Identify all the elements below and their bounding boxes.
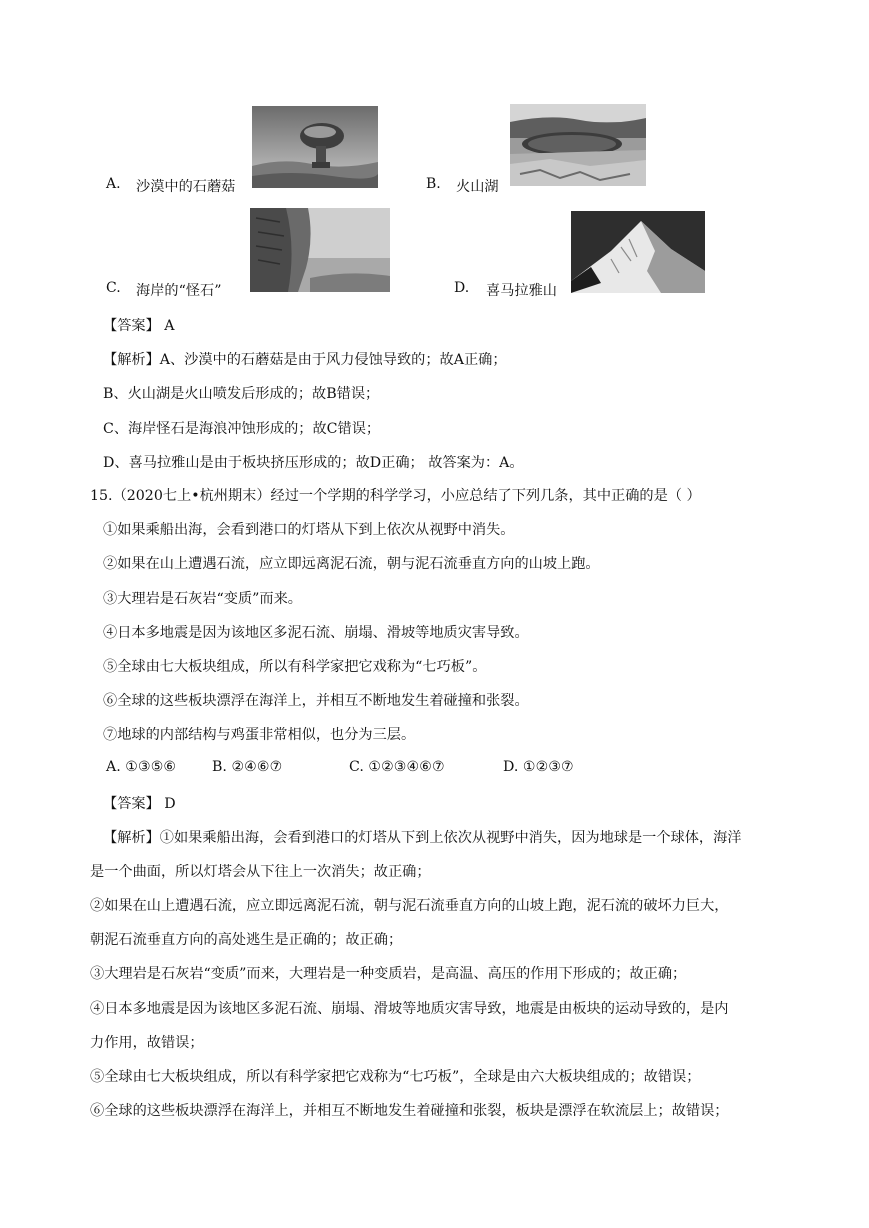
q15-analysis-line-2: 是一个曲面，所以灯塔会从下往上一次消失；故正确；	[90, 864, 431, 880]
option-b-text: 火山湖	[456, 179, 499, 195]
option-a-text: 沙漠中的石蘑菇	[136, 179, 236, 195]
coastal-rock-arch-photo	[250, 208, 390, 292]
himalaya-mountain-photo	[571, 211, 705, 293]
q15-choice-d: D. ①②③⑦	[503, 759, 574, 775]
q15-analysis-line-9: ⑥全球的这些板块漂浮在海洋上，并相互不断地发生着碰撞和张裂，板块是漂浮在软流层上；故错误；	[90, 1103, 729, 1119]
q14-analysis-line-3: C、海岸怪石是海浪冲蚀形成的；故C错误；	[103, 421, 381, 437]
q15-analysis-line-4: 朝泥石流垂直方向的高处逃生是正确的；故正确；	[90, 932, 403, 948]
q15-statement-7: ⑦地球的内部结构与鸡蛋非常相似，也分为三层。	[103, 727, 416, 743]
q15-stem: 15.（2020七上•杭州期末）经过一个学期的科学学习，小应总结了下列几条，其中正确的是（ ）	[90, 488, 701, 504]
q15-statement-2: ②如果在山上遭遇石流，应立即远离泥石流，朝与泥石流垂直方向的山坡上跑。	[103, 556, 600, 572]
q14-analysis-line-4: D、喜马拉雅山是由于板块挤压形成的；故D正确； 故答案为：A。	[103, 455, 524, 471]
q15-statement-3: ③大理岩是石灰岩“变质”而来。	[103, 591, 302, 607]
q14-answer: 【答案】 A	[103, 318, 175, 334]
q15-statement-5: ⑤全球由七大板块组成，所以有科学家把它戏称为“七巧板”。	[103, 659, 487, 675]
option-c-letter: C.	[106, 280, 121, 296]
option-d-letter: D.	[454, 280, 470, 296]
option-a-letter: A.	[106, 176, 121, 192]
q15-statement-6: ⑥全球的这些板块漂浮在海洋上，并相互不断地发生着碰撞和张裂。	[103, 693, 529, 709]
option-b-letter: B.	[426, 176, 441, 192]
q15-analysis-line-8: ⑤全球由七大板块组成，所以有科学家把它戏称为“七巧板”，全球是由六大板块组成的；故错误；	[90, 1069, 701, 1085]
q15-analysis-line-3: ②如果在山上遭遇石流，应立即远离泥石流，朝与泥石流垂直方向的山坡上跑，泥石流的破坏力巨大，	[90, 898, 729, 914]
q15-choice-c: C. ①②③④⑥⑦	[349, 759, 445, 775]
option-c-text: 海岸的“怪石”	[136, 283, 222, 299]
q15-analysis-line-1: 【解析】①如果乘船出海，会看到港口的灯塔从下到上依次从视野中消失，因为地球是一个球体，海洋	[103, 830, 742, 846]
q14-analysis-line-2: B、火山湖是火山喷发后形成的；故B错误；	[103, 386, 380, 402]
q15-choice-a: A. ①③⑤⑥	[106, 759, 177, 775]
q15-analysis-line-6: ④日本多地震是因为该地区多泥石流、崩塌、滑坡等地质灾害导致，地震是由板块的运动导致的，是内	[90, 1001, 729, 1017]
q15-choice-b: B. ②④⑥⑦	[212, 759, 283, 775]
mushroom-rock-desert-photo	[252, 106, 378, 188]
q14-analysis-line-1: 【解析】A、沙漠中的石蘑菇是由于风力侵蚀导致的；故A正确；	[103, 352, 507, 368]
option-d-text: 喜马拉雅山	[486, 283, 557, 299]
q15-answer: 【答案】 D	[103, 796, 176, 812]
q15-analysis-line-5: ③大理岩是石灰岩“变质”而来，大理岩是一种变质岩，是高温、高压的作用下形成的；故正确；	[90, 966, 687, 982]
q15-statement-4: ④日本多地震是因为该地区多泥石流、崩塌、滑坡等地质灾害导致。	[103, 625, 529, 641]
q15-analysis-line-7: 力作用，故错误；	[90, 1035, 204, 1051]
q15-statement-1: ①如果乘船出海，会看到港口的灯塔从下到上依次从视野中消失。	[103, 522, 515, 538]
volcanic-lake-photo	[510, 104, 646, 186]
